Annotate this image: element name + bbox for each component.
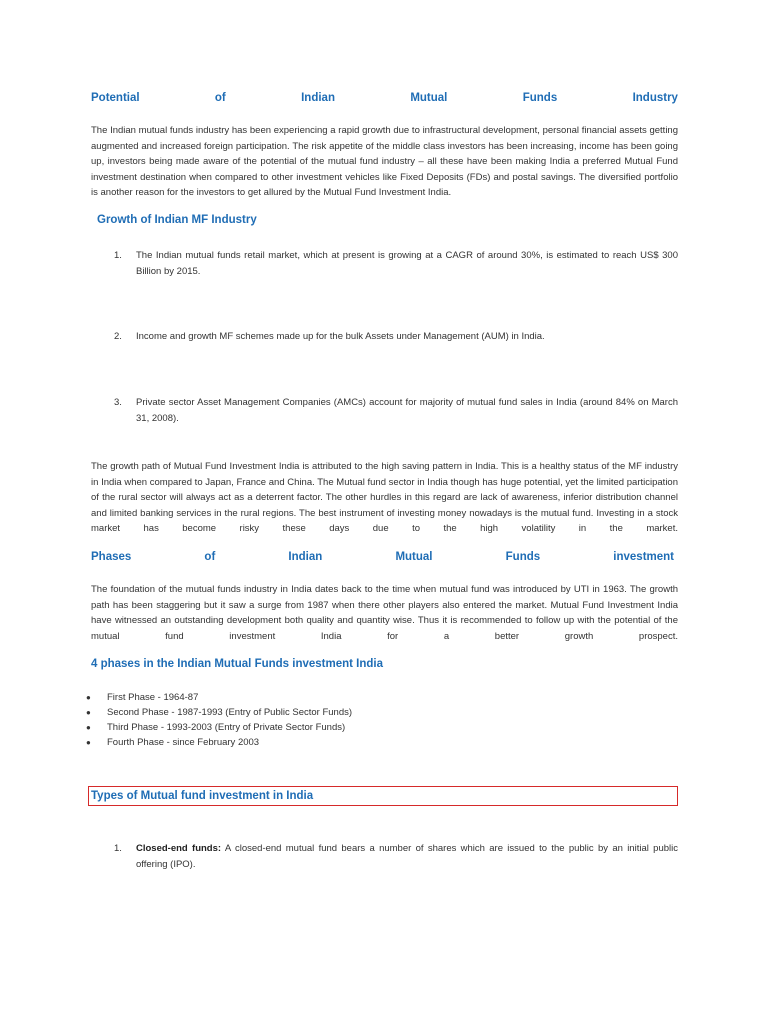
intro-paragraph: The Indian mutual funds industry has been experiencing a rapid growth due to infrastructural development, personal financial assets getting augmented and increased foreign participation. The risk appetite of the middle class investors has been increasing, income has been going up, investors being made aware of the potential of the mutual fund industry – all these have been making India a preferred Mutual Fund investment destination when compared to other investment vehicles like Fixed Deposits (FDs) and postal savings. The diversified portfolio is another reason for the investors to get allured by the Mutual Fund Investment India. (91, 125, 678, 198)
list-text: Income and growth MF schemes made up for the bulk Assets under Management (AUM) in India. (136, 331, 545, 342)
list-number: 2. (114, 331, 122, 342)
list-text: The Indian mutual funds retail market, which at present is growing at a CAGR of around 30%, is estimated to reach US$ 300 Billion by 2015. (136, 250, 678, 277)
list-number: 1. (114, 843, 122, 854)
list-number: 1. (114, 250, 122, 261)
bullet-icon: ● (86, 723, 91, 732)
list-text (136, 841, 678, 872)
heading-growth: Growth of Indian MF Industry (97, 214, 257, 226)
heading-phases (91, 551, 674, 563)
heading-word: Funds (522, 92, 558, 104)
heading-word: of (204, 551, 216, 563)
heading-potential (91, 92, 678, 104)
phase-text: Second Phase - 1987-1993 (Entry of Public Sector Funds) (107, 707, 353, 718)
heading-word: Funds (505, 551, 541, 563)
heading-word: Industry (632, 92, 678, 104)
heading-word: Mutual (395, 551, 433, 563)
heading-word: Indian (301, 92, 335, 104)
heading-word: of (214, 92, 226, 104)
list-number: 3. (114, 397, 122, 408)
phase-text: First Phase - 1964-87 (107, 692, 199, 703)
term-label: Closed-end funds: (136, 843, 222, 854)
list-item (86, 735, 646, 750)
bullet-icon: ● (86, 693, 91, 702)
heading-word: Potential (91, 92, 140, 104)
foundation-paragraph: The foundation of the mutual funds industry in India dates back to the time when mutual fund was introduced by UTI in 1963. The growth path has been staggering but it saw a surge from 1987 when there other players also entered the market. Mutual Fund Investment India have witnessed an outstanding development both quality and quantity wise. Thus it is recommended to follow up with the potential of the mutual fund investment India for a better growth prospect. (91, 584, 678, 642)
list-item (86, 690, 646, 705)
list-item (114, 329, 678, 345)
list-item (114, 841, 678, 872)
phases-list (86, 690, 646, 750)
list-item (86, 720, 646, 735)
types-heading-box (88, 786, 678, 806)
list-text: Private sector Asset Management Companies (AMCs) account for majority of mutual fund sales in India (around 84% on March 31, 2008). (136, 397, 678, 424)
heading-word: investment (613, 551, 674, 563)
list-item (114, 395, 678, 426)
growth-path-paragraph: The growth path of Mutual Fund Investment India is attributed to the high saving pattern in India. This is a healthy status of the MF industry in India when compared to Japan, France and China. The Mutual fund sector in India though has huge potential, yet the limited participation of the rural sector will always act as a deterrent factor. The other hurdles in this regard are lack of awareness, inferior distribution channel and limited banking services in the rural regions. The best instrument of investing money nowadays is the mutual fund. Investing in a stock market has become risky these days due to the high volatility in the market. (91, 461, 678, 534)
heading-types: Types of Mutual fund investment in India (91, 790, 314, 802)
list-item (86, 705, 646, 720)
phase-text: Fourth Phase - since February 2003 (107, 737, 260, 748)
term-description: A closed-end mutual fund bears a number of shares which are issued to the public by an initial public offering (IPO). (136, 843, 678, 870)
phase-text: Third Phase - 1993-2003 (Entry of Private Sector Funds) (107, 722, 346, 733)
bullet-icon: ● (86, 738, 91, 747)
heading-word: Indian (288, 551, 323, 563)
heading-word: Mutual (410, 92, 448, 104)
heading-word: Phases (91, 551, 132, 563)
list-item (114, 248, 678, 279)
heading-4-phases: 4 phases in the Indian Mutual Funds investment India (91, 658, 384, 670)
bullet-icon: ● (86, 708, 91, 717)
